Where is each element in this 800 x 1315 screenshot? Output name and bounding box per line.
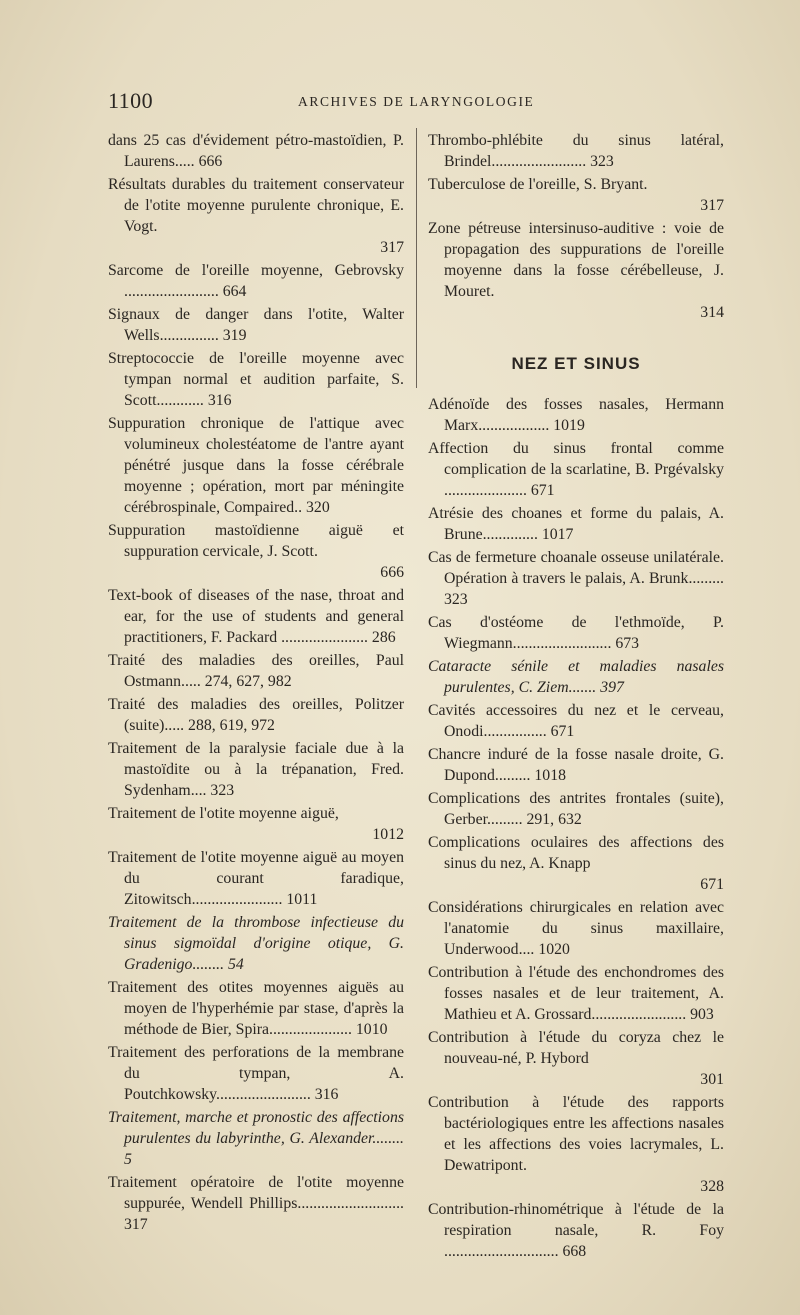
entry-text: Traitement de la thrombose infectieuse du sinus sigmoïdal d'origine otique, G. Gradenigo........ 54 [108,914,404,973]
entry-text: Traitement de la paralysie faciale due à la mastoïdite ou à la trépanation, Fred. Sydenham.... 323 [108,740,404,799]
entry-text: Chancre induré de la fosse nasale droite, G. Dupond......... 1018 [428,746,724,784]
entry-text: Cataracte sénile et maladies nasales purulentes, C. Ziem....... 397 [428,658,724,696]
entry-text: Considérations chirurgicales en relation avec l'anatomie du sinus maxillaire, Underwood.... 1020 [428,899,724,958]
index-entry [428,1092,724,1197]
index-entry [428,744,724,786]
entry-text: Thrombo-phlébite du sinus latéral, Brindel........................ 323 [428,132,724,170]
index-entry [108,130,404,172]
index-entry [428,1027,724,1090]
entry-text: Affection du sinus frontal comme complication de la scarlatine, B. Prgévalsky ..................... 671 [428,440,724,499]
right-column-top-entries [428,130,724,323]
index-entry [428,130,724,172]
entry-text: Cas de fermeture choanale osseuse unilatérale. Opération à travers le palais, A. Brunk......... 323 [428,549,724,608]
index-entry [108,1172,404,1235]
page-number: 1100 [108,88,154,113]
entry-text: Streptococcie de l'oreille moyenne avec tympan normal et audition parfaite, S. Scott............ 316 [108,350,404,409]
section-title: NEZ ET SINUS [511,354,641,373]
right-column [428,130,724,1264]
entry-text: Traitement des perforations de la membrane du tympan, A. Poutchkowsky........................ 316 [108,1044,404,1103]
entry-text: Traitement des otites moyennes aiguës au moyen de l'hyperhémie par stase, d'après la méthode de Bier, Spira..................... 1010 [108,979,404,1038]
index-entry [108,174,404,258]
entry-text: Traitement, marche et pronostic des affections purulentes du labyrinthe, G. Alexander........ 5 [108,1109,404,1168]
entry-text: Zone pétreuse intersinuso-auditive : voie de propagation des suppurations de l'oreille moyenne dans la fosse cérébelleuse, J. Mouret. [428,220,724,300]
index-entry [108,650,404,692]
entry-text: Adénoïde des fosses nasales, Hermann Marx.................. 1019 [428,396,724,434]
entry-page-number: 317 [380,239,404,256]
entry-text: Complications des antrites frontales (suite), Gerber......... 291, 632 [428,790,724,828]
index-entry [108,260,404,302]
entry-text: Text-book of diseases of the nase, throat and ear, for the use of students and general practitioners, F. Packard ...................... 286 [108,587,404,646]
index-entry [428,612,724,654]
entry-text: Traité des maladies des oreilles, Paul Ostmann..... 274, 627, 982 [108,652,404,690]
column-divider [416,128,417,388]
page-header [108,88,748,118]
index-entry [428,656,724,698]
entry-text: Signaux de danger dans l'otite, Walter Wells............... 319 [108,306,404,344]
entry-text: Sarcome de l'oreille moyenne, Gebrovsky ........................ 664 [108,262,404,300]
running-head: ARCHIVES DE LARYNGOLOGIE [298,94,535,109]
index-entry [108,977,404,1040]
entry-text: Traitement de l'otite moyenne aiguë, [108,805,339,822]
index-entry [108,803,404,845]
index-entry [428,503,724,545]
entry-text: Cavités accessoires du nez et le cerveau, Onodi................ 671 [428,702,724,740]
index-entry [428,218,724,323]
entry-page-number: 666 [380,564,404,581]
entry-text: Atrésie des choanes et forme du palais, A. Brune.............. 1017 [428,505,724,543]
index-entry [428,174,724,216]
index-entry [108,912,404,975]
index-entry [108,413,404,518]
entry-text: Traitement opératoire de l'otite moyenne suppurée, Wendell Phillips........................... 317 [108,1174,404,1233]
entry-text: Contribution à l'étude des enchondromes des fosses nasales et de leur traitement, A. Mathieu et A. Grossard........................ 903 [428,964,724,1023]
index-entry [428,1199,724,1262]
entry-text: Traitement de l'otite moyenne aiguë au moyen du courant faradique, Zitowitsch....................... 1011 [108,849,404,908]
right-column-bottom-entries [428,394,724,1262]
index-entry [108,304,404,346]
entry-page-number: 671 [700,876,724,893]
index-entry [108,1042,404,1105]
entry-page-number: 328 [700,1178,724,1195]
index-entry [428,438,724,501]
entry-page-number: 317 [700,197,724,214]
entry-text: Contribution à l'étude des rapports bactériologiques entre les affections nasales et les affections des voies lacrymales, L. Dewatripont. [428,1094,724,1174]
entry-text: Résultats durables du traitement conservateur de l'otite moyenne purulente chronique, E. Vogt. [108,176,404,235]
index-entry [428,700,724,742]
index-entry [428,394,724,436]
index-entry [108,694,404,736]
index-entry [108,585,404,648]
index-entry [428,547,724,610]
entry-text: dans 25 cas d'évidement pétro-mastoïdien, P. Laurens..... 666 [108,132,404,170]
index-entry [108,348,404,411]
entry-text: Contribution-rhinométrique à l'étude de la respiration nasale, R. Foy ............................. 668 [428,1201,724,1260]
entry-text: Suppuration mastoïdienne aiguë et suppuration cervicale, J. Scott. [108,522,404,560]
index-entry [108,1107,404,1170]
entry-text: Suppuration chronique de l'attique avec volumineux cholestéatome de l'antre ayant pénétré jusque dans la fosse cérébrale moyenne ; opération, mort par méningite cérébrospinale, Compaired.. 320 [108,415,404,516]
left-column [108,130,404,1237]
entry-page-number: 301 [700,1071,724,1088]
entry-text: Contribution à l'étude du coryza chez le nouveau-né, P. Hybord [428,1029,724,1067]
index-entry [108,738,404,801]
index-entry [428,897,724,960]
entry-page-number: 1012 [372,826,404,843]
index-entry [428,962,724,1025]
entry-text: Cas d'ostéome de l'ethmoïde, P. Wiegmann......................... 673 [428,614,724,652]
entry-text: Tuberculose de l'oreille, S. Bryant. [428,176,648,193]
index-entry [108,520,404,583]
entry-text: Traité des maladies des oreilles, Politzer (suite)..... 288, 619, 972 [108,696,404,734]
index-entry [428,788,724,830]
index-entry [428,832,724,895]
index-entry [108,847,404,910]
entry-page-number: 314 [700,304,724,321]
entry-text: Complications oculaires des affections des sinus du nez, A. Knapp [428,834,724,872]
